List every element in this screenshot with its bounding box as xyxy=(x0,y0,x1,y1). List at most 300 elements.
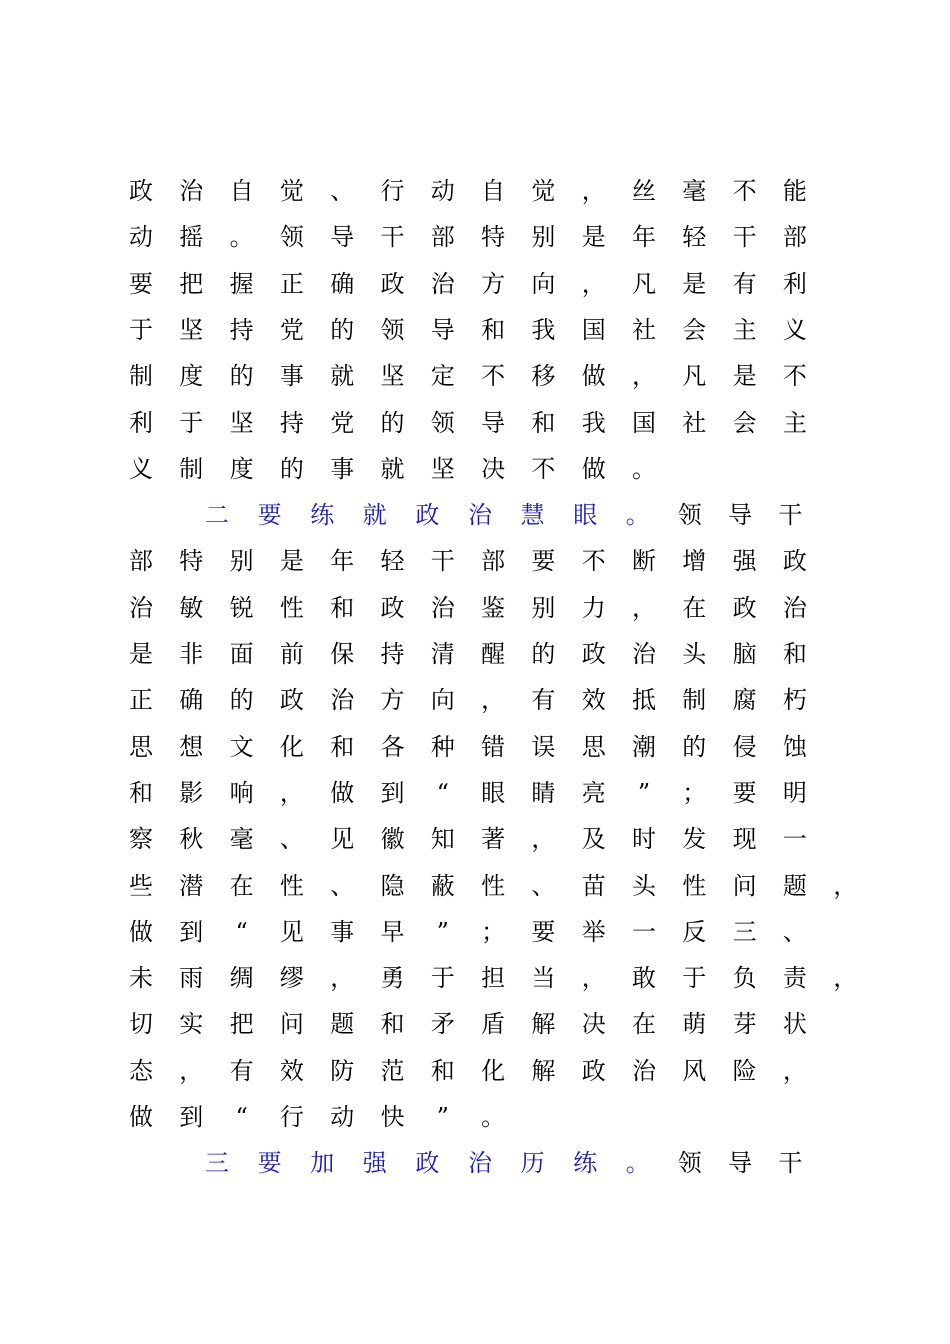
text-char: 就 xyxy=(380,454,405,483)
text-char: ， xyxy=(581,964,606,993)
text-char: 要 xyxy=(732,778,757,807)
text-char: 。 xyxy=(625,1149,650,1178)
text-char: 和 xyxy=(531,408,556,437)
text-char: 毫 xyxy=(229,825,254,854)
text-char: 国 xyxy=(581,315,606,344)
text-char: 解 xyxy=(531,1056,556,1085)
text-char: 练 xyxy=(310,501,335,530)
text-char: 切 xyxy=(129,1010,153,1039)
text-char: 别 xyxy=(229,547,254,576)
text-char: 我 xyxy=(581,408,606,437)
text-char: 苗 xyxy=(581,871,606,900)
text-char: 和 xyxy=(129,778,153,807)
text-char: 治 xyxy=(468,501,492,530)
text-char: 部 xyxy=(782,223,807,252)
text-char: 绸 xyxy=(229,964,254,993)
text-char: 错 xyxy=(481,732,506,761)
text-char: 干 xyxy=(778,1149,803,1178)
text-char: 干 xyxy=(380,223,405,252)
text-char: 朽 xyxy=(782,686,807,715)
text-line xyxy=(0,1094,950,1140)
text-char: 隐 xyxy=(380,871,405,900)
text-char: 领 xyxy=(677,501,702,530)
text-char: 腐 xyxy=(732,686,757,715)
text-char: 持 xyxy=(229,315,254,344)
text-char: 题 xyxy=(782,871,807,900)
text-char: 抵 xyxy=(632,686,656,715)
text-char: 决 xyxy=(581,1010,606,1039)
text-char: 强 xyxy=(362,1149,387,1178)
text-char: 主 xyxy=(732,315,757,344)
text-char: 会 xyxy=(732,408,757,437)
text-line xyxy=(0,677,950,723)
text-char: 有 xyxy=(732,269,757,298)
text-char: 部 xyxy=(481,547,506,576)
text-char: 的 xyxy=(531,640,556,668)
text-char: 领 xyxy=(380,315,405,344)
text-char: 误 xyxy=(531,732,556,761)
text-line xyxy=(0,724,950,770)
text-char: 问 xyxy=(279,1010,304,1039)
text-char: 断 xyxy=(632,547,656,576)
text-char: 动 xyxy=(129,223,153,252)
text-char: 领 xyxy=(677,1149,702,1178)
text-char: 自 xyxy=(481,177,506,205)
text-char: 导 xyxy=(430,315,455,344)
text-char: 见 xyxy=(330,825,355,854)
text-line xyxy=(0,168,950,214)
text-char: 把 xyxy=(179,269,204,298)
text-char: 不 xyxy=(481,362,506,391)
text-char: 及 xyxy=(581,825,606,854)
text-char: 问 xyxy=(732,871,757,900)
text-char: 到 xyxy=(179,1103,204,1131)
text-char: 三 xyxy=(205,1149,229,1178)
text-char: 做 xyxy=(581,454,606,483)
text-char: 治 xyxy=(330,686,355,715)
text-char: 。 xyxy=(625,501,650,530)
text-char: 侵 xyxy=(732,732,757,761)
text-char: 文 xyxy=(229,732,254,761)
text-char: 力 xyxy=(581,593,606,622)
text-char: 政 xyxy=(581,640,606,668)
text-char: 现 xyxy=(732,825,757,854)
text-char: 政 xyxy=(415,501,440,530)
text-char: ” xyxy=(436,917,449,946)
text-char: 芽 xyxy=(732,1010,757,1039)
text-char: 有 xyxy=(229,1056,254,1085)
text-char: 要 xyxy=(257,501,282,530)
text-char: 见 xyxy=(279,917,304,946)
text-char: 练 xyxy=(573,1149,598,1178)
text-char: 化 xyxy=(481,1056,506,1085)
text-char: 眼 xyxy=(481,778,506,807)
text-line xyxy=(0,446,950,492)
text-char: 响 xyxy=(229,778,254,807)
text-char: ， xyxy=(481,686,506,715)
text-char: ， xyxy=(531,825,556,854)
text-char: 治 xyxy=(430,269,455,298)
text-char: ， xyxy=(632,593,656,622)
text-char: 负 xyxy=(732,964,757,993)
text-char: 握 xyxy=(229,269,254,298)
text-char: 导 xyxy=(481,408,506,437)
text-char: 快 xyxy=(380,1103,405,1131)
text-char: 行 xyxy=(380,177,405,205)
text-char: 党 xyxy=(279,315,304,344)
text-char: 摇 xyxy=(179,223,204,252)
text-char: 的 xyxy=(229,362,254,391)
text-char: 要 xyxy=(257,1149,282,1178)
text-char: 有 xyxy=(531,686,556,715)
text-char: 年 xyxy=(330,547,355,576)
text-char: 秋 xyxy=(179,825,204,854)
text-char: 加 xyxy=(310,1149,335,1178)
text-char: 会 xyxy=(682,315,707,344)
text-char: 和 xyxy=(782,640,807,668)
text-char: 责 xyxy=(782,964,807,993)
text-char: 潮 xyxy=(632,732,656,761)
text-char: 年 xyxy=(632,223,656,252)
text-char: 增 xyxy=(682,547,707,576)
text-char: 别 xyxy=(531,593,556,622)
text-char: ” xyxy=(436,1103,449,1131)
text-char: 坚 xyxy=(430,454,455,483)
text-char: 脑 xyxy=(732,640,757,668)
text-char: 部 xyxy=(129,547,153,576)
text-line xyxy=(0,492,950,538)
text-char: 一 xyxy=(632,917,656,946)
text-char: 在 xyxy=(682,593,707,622)
text-char: ； xyxy=(682,778,707,807)
text-char: 事 xyxy=(330,454,355,483)
text-char: 事 xyxy=(330,917,355,946)
text-char: 治 xyxy=(179,177,204,205)
text-char: 主 xyxy=(782,408,807,437)
text-char: 雨 xyxy=(179,964,204,993)
text-char: “ xyxy=(436,778,449,807)
text-char: 头 xyxy=(682,640,707,668)
text-char: 反 xyxy=(682,917,707,946)
text-char: 丝 xyxy=(632,177,656,205)
text-line xyxy=(0,353,950,399)
text-char: 蚀 xyxy=(782,732,807,761)
text-char: 时 xyxy=(632,825,656,854)
text-char: ； xyxy=(481,917,506,946)
text-char: 防 xyxy=(330,1056,355,1085)
text-char: 解 xyxy=(531,1010,556,1039)
text-char: 矛 xyxy=(430,1010,455,1039)
text-char: 性 xyxy=(279,593,304,622)
text-char: 于 xyxy=(179,408,204,437)
text-char: 保 xyxy=(330,640,355,668)
text-char: 不 xyxy=(531,454,556,483)
text-char: 思 xyxy=(581,732,606,761)
text-char: 鉴 xyxy=(481,593,506,622)
text-char: 导 xyxy=(728,1149,753,1178)
text-char: 方 xyxy=(380,686,405,715)
text-char: 清 xyxy=(430,640,455,668)
text-char: 向 xyxy=(430,686,455,715)
text-char: 状 xyxy=(782,1010,807,1039)
text-char: ， xyxy=(833,964,858,993)
text-char: 度 xyxy=(229,454,254,483)
text-char: 政 xyxy=(279,686,304,715)
text-char: 领 xyxy=(430,408,455,437)
text-char: 是 xyxy=(682,269,707,298)
text-char: 睛 xyxy=(531,778,556,807)
text-char: 社 xyxy=(632,315,656,344)
text-char: 担 xyxy=(481,964,506,993)
text-char: 效 xyxy=(581,686,606,715)
text-char: 持 xyxy=(279,408,304,437)
text-char: 毫 xyxy=(682,177,707,205)
text-char: 部 xyxy=(430,223,455,252)
text-char: 想 xyxy=(179,732,204,761)
text-line xyxy=(0,538,950,584)
text-char: 发 xyxy=(682,825,707,854)
text-char: 利 xyxy=(129,408,153,437)
text-char: 思 xyxy=(129,732,153,761)
text-char: 坚 xyxy=(229,408,254,437)
text-char: 慧 xyxy=(520,501,545,530)
text-char: 政 xyxy=(732,593,757,622)
text-char: 确 xyxy=(330,269,355,298)
text-char: 题 xyxy=(330,1010,355,1039)
text-char: 眼 xyxy=(573,501,598,530)
text-char: 觉 xyxy=(279,177,304,205)
text-char: 敢 xyxy=(632,964,656,993)
text-char: 态 xyxy=(129,1056,153,1085)
text-char: 社 xyxy=(682,408,707,437)
text-char: 徽 xyxy=(380,825,405,854)
text-char: 到 xyxy=(380,778,405,807)
text-char: 是 xyxy=(581,223,606,252)
text-char: 面 xyxy=(229,640,254,668)
text-line xyxy=(0,1048,950,1094)
text-char: 。 xyxy=(481,1103,506,1131)
text-char: 头 xyxy=(632,871,656,900)
text-char: ， xyxy=(581,269,606,298)
text-char: 正 xyxy=(129,686,153,715)
text-char: 不 xyxy=(732,177,757,205)
text-char: 政 xyxy=(415,1149,440,1178)
text-char: 强 xyxy=(732,547,757,576)
text-char: 国 xyxy=(632,408,656,437)
text-char: 非 xyxy=(179,640,204,668)
text-line xyxy=(0,307,950,353)
text-char: 明 xyxy=(782,778,807,807)
text-char: 、 xyxy=(782,917,807,946)
text-char: 盾 xyxy=(481,1010,506,1039)
text-char: 举 xyxy=(581,917,606,946)
text-char: 范 xyxy=(380,1056,405,1085)
text-char: 在 xyxy=(632,1010,656,1039)
text-line xyxy=(0,400,950,446)
text-char: 前 xyxy=(279,640,304,668)
text-char: 凡 xyxy=(682,362,707,391)
text-char: “ xyxy=(235,1103,248,1131)
text-char: 的 xyxy=(682,732,707,761)
text-char: 潜 xyxy=(179,871,204,900)
text-char: 政 xyxy=(380,269,405,298)
text-char: 醒 xyxy=(481,640,506,668)
text-char: 于 xyxy=(129,315,153,344)
text-char: 干 xyxy=(430,547,455,576)
text-char: 就 xyxy=(362,501,387,530)
text-char: 动 xyxy=(430,177,455,205)
text-line xyxy=(0,1140,950,1186)
text-char: 要 xyxy=(531,547,556,576)
text-char: 三 xyxy=(732,917,757,946)
text-char: 缪 xyxy=(279,964,304,993)
text-char: 和 xyxy=(380,1010,405,1039)
text-line xyxy=(0,214,950,260)
text-char: 正 xyxy=(279,269,304,298)
text-char: 方 xyxy=(481,269,506,298)
text-char: 觉 xyxy=(531,177,556,205)
text-char: 、 xyxy=(330,177,355,205)
text-char: 持 xyxy=(380,640,405,668)
text-char: 别 xyxy=(531,223,556,252)
text-char: 定 xyxy=(430,362,455,391)
text-char: 政 xyxy=(129,177,153,205)
text-char: 坚 xyxy=(179,315,204,344)
text-line xyxy=(0,955,950,1001)
text-line xyxy=(0,585,950,631)
text-char: 蔽 xyxy=(430,871,455,900)
text-char: 就 xyxy=(330,362,355,391)
text-char: 确 xyxy=(179,686,204,715)
text-line xyxy=(0,1001,950,1047)
text-char: 知 xyxy=(430,825,455,854)
text-char: 行 xyxy=(279,1103,304,1131)
text-char: 不 xyxy=(782,362,807,391)
text-char: 决 xyxy=(481,454,506,483)
text-char: 做 xyxy=(129,1103,153,1131)
text-char: ， xyxy=(833,871,858,900)
text-char: 和 xyxy=(430,1056,455,1085)
text-char: 在 xyxy=(229,871,254,900)
text-char: 领 xyxy=(279,223,304,252)
text-char: 著 xyxy=(481,825,506,854)
text-char: 导 xyxy=(728,501,753,530)
text-char: 是 xyxy=(129,640,153,668)
text-char: 党 xyxy=(330,408,355,437)
text-char: 险 xyxy=(732,1056,757,1085)
text-char: ， xyxy=(581,177,606,205)
text-char: 义 xyxy=(782,315,807,344)
text-char: 凡 xyxy=(632,269,656,298)
text-char: 。 xyxy=(632,454,656,483)
text-char: 历 xyxy=(520,1149,545,1178)
text-char: 性 xyxy=(682,871,707,900)
text-char: “ xyxy=(235,917,248,946)
text-char: 一 xyxy=(782,825,807,854)
text-char: 些 xyxy=(129,871,153,900)
text-char: 风 xyxy=(682,1056,707,1085)
text-char: 是 xyxy=(732,362,757,391)
text-char: 种 xyxy=(430,732,455,761)
text-line xyxy=(0,816,950,862)
text-char: 化 xyxy=(279,732,304,761)
text-char: 和 xyxy=(330,593,355,622)
text-char: 政 xyxy=(581,1056,606,1085)
text-char: 敏 xyxy=(179,593,204,622)
text-char: 到 xyxy=(179,917,204,946)
text-char: 制 xyxy=(179,454,204,483)
text-char: 治 xyxy=(632,1056,656,1085)
text-char: 治 xyxy=(468,1149,492,1178)
text-char: ， xyxy=(330,964,355,993)
text-char: 的 xyxy=(330,315,355,344)
text-char: 于 xyxy=(682,964,707,993)
text-char: 实 xyxy=(179,1010,204,1039)
text-char: 的 xyxy=(380,408,405,437)
text-char: 性 xyxy=(481,871,506,900)
text-line xyxy=(0,863,950,909)
text-char: 锐 xyxy=(229,593,254,622)
text-char: 是 xyxy=(279,547,304,576)
text-char: 萌 xyxy=(682,1010,707,1039)
text-char: 移 xyxy=(531,362,556,391)
text-char: 坚 xyxy=(380,362,405,391)
text-char: 制 xyxy=(682,686,707,715)
text-char: 、 xyxy=(279,825,304,854)
text-char: 干 xyxy=(732,223,757,252)
text-char: 、 xyxy=(330,871,355,900)
text-char: 特 xyxy=(481,223,506,252)
text-char: 性 xyxy=(279,871,304,900)
text-char: 干 xyxy=(778,501,803,530)
text-char: ， xyxy=(782,1056,807,1085)
text-line xyxy=(0,261,950,307)
text-char: 事 xyxy=(279,362,304,391)
text-char: 做 xyxy=(129,917,153,946)
text-char: 做 xyxy=(581,362,606,391)
text-line xyxy=(0,631,950,677)
text-char: 治 xyxy=(129,593,153,622)
text-char: 特 xyxy=(179,547,204,576)
text-char: 、 xyxy=(531,871,556,900)
text-char: 二 xyxy=(205,501,229,530)
text-char: 政 xyxy=(782,547,807,576)
text-char: 导 xyxy=(330,223,355,252)
text-char: 亮 xyxy=(581,778,606,807)
text-char: 早 xyxy=(380,917,405,946)
text-char: ， xyxy=(179,1056,204,1085)
text-char: 效 xyxy=(279,1056,304,1085)
text-char: 政 xyxy=(380,593,405,622)
text-char: 做 xyxy=(330,778,355,807)
text-char: 要 xyxy=(531,917,556,946)
text-char: 的 xyxy=(279,454,304,483)
text-char: 治 xyxy=(782,593,807,622)
text-char: 制 xyxy=(129,362,153,391)
text-char: 能 xyxy=(782,177,807,205)
text-char: 不 xyxy=(581,547,606,576)
text-char: 。 xyxy=(229,223,254,252)
text-char: 自 xyxy=(229,177,254,205)
text-char: 察 xyxy=(129,825,153,854)
text-line xyxy=(0,770,950,816)
text-char: 各 xyxy=(380,732,405,761)
text-char: 义 xyxy=(129,454,153,483)
text-char: 轻 xyxy=(380,547,405,576)
text-char: 要 xyxy=(129,269,153,298)
text-char: ， xyxy=(632,362,656,391)
text-char: 影 xyxy=(179,778,204,807)
